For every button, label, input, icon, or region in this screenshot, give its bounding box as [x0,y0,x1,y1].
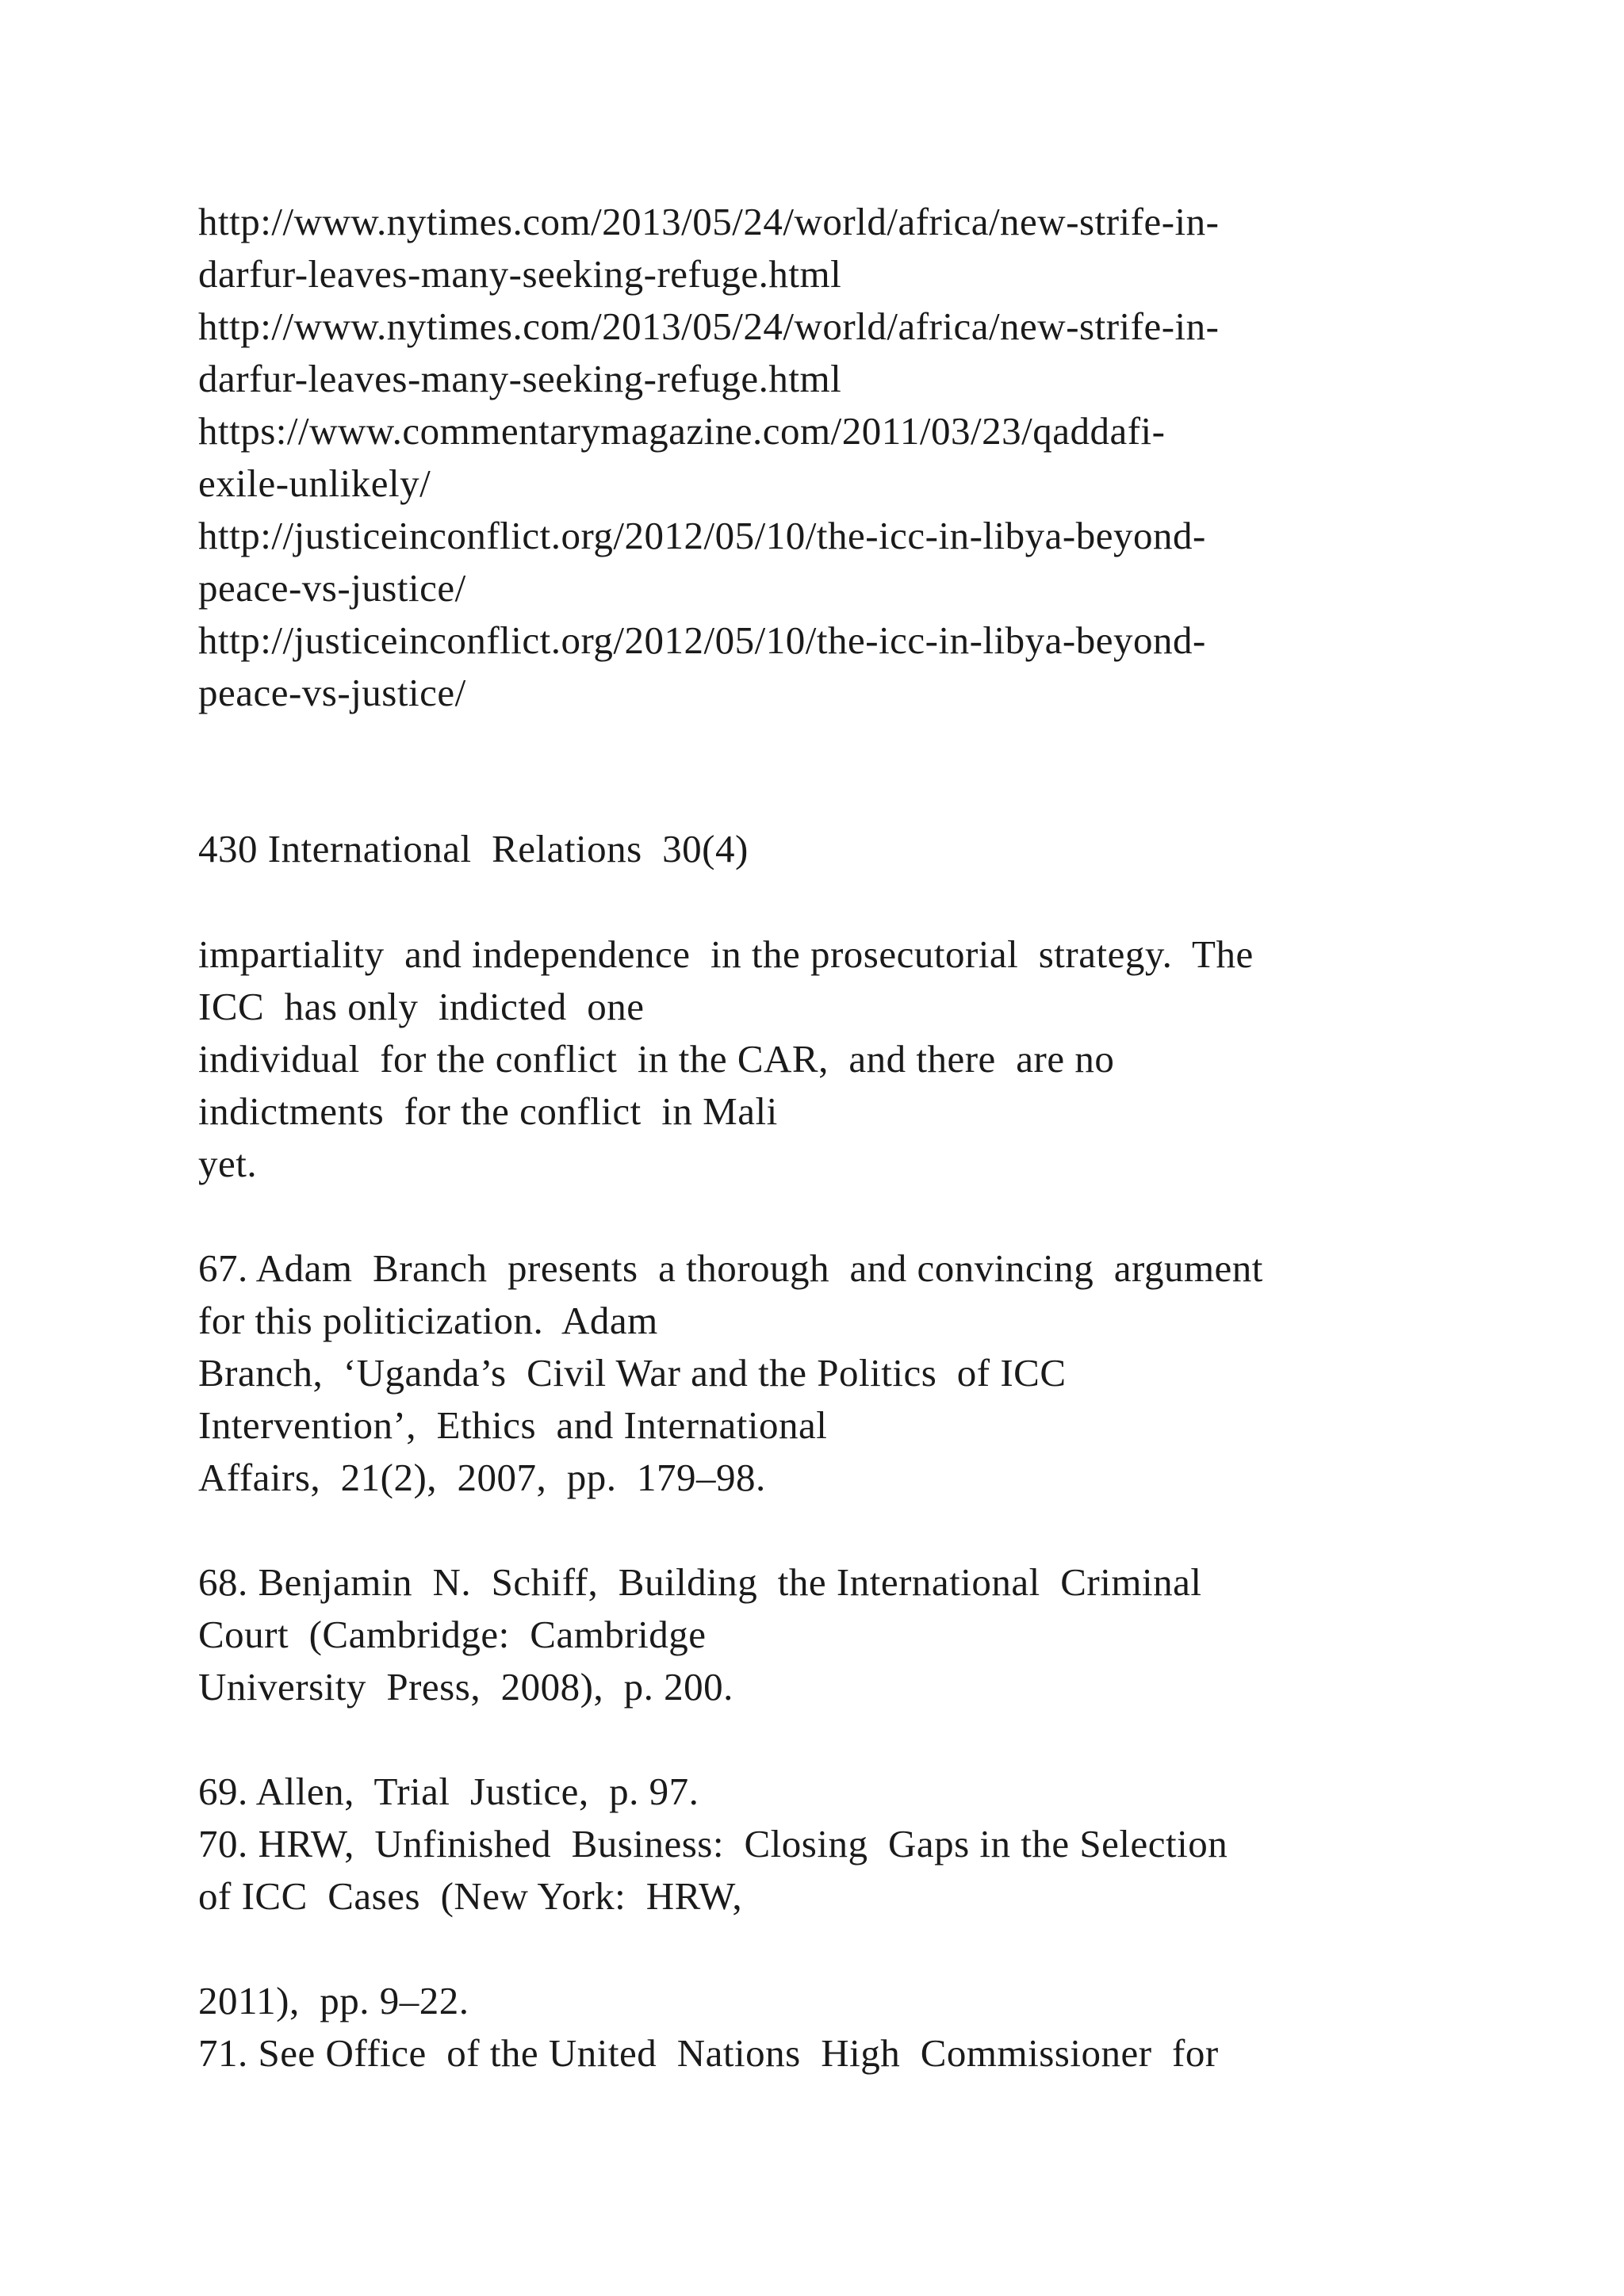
footnote-68: 68. Benjamin N. Schiff, Building the International Criminal [198,1560,1202,1604]
reference-url-line: https://www.commentarymagazine.com/2011/03/23/qaddafi- [198,409,1166,453]
footnote-67: 67. Adam Branch presents a thorough and convincing argument [198,1246,1263,1290]
footnote-67: Branch, ‘Uganda’s Civil War and the Politics of ICC [198,1351,1067,1395]
body-text-line: indictments for the conflict in Mali [198,1089,778,1133]
reference-url-line: http://www.nytimes.com/2013/05/24/world/africa/new-strife-in- [198,304,1220,348]
reference-url-line: darfur-leaves-many-seeking-refuge.html [198,252,842,296]
reference-url-line: http://justiceinconflict.org/2012/05/10/the-icc-in-libya-beyond- [198,618,1206,662]
body-text-line: yet. [198,1142,258,1185]
footnote-70: of ICC Cases (New York: HRW, [198,1874,743,1918]
body-text-line: ICC has only indicted one [198,985,645,1028]
reference-url-line: peace-vs-justice/ [198,566,466,610]
footnote-67: for this politicization. Adam [198,1299,658,1342]
reference-url-line: exile-unlikely/ [198,461,431,505]
body-text-line: individual for the conflict in the CAR, and there are no [198,1037,1115,1081]
footnote-69: 69. Allen, Trial Justice, p. 97. [198,1770,699,1813]
footnote-70: 70. HRW, Unfinished Business: Closing Gaps in the Selection [198,1822,1228,1866]
running-header: 430 International Relations 30(4) [198,827,749,871]
footnote-67: Intervention’, Ethics and International [198,1403,828,1447]
footnote-68: Court (Cambridge: Cambridge [198,1613,707,1656]
footnote-70: 2011), pp. 9–22. [198,1979,469,2022]
footnote-68: University Press, 2008), p. 200. [198,1665,733,1709]
reference-url-line: peace-vs-justice/ [198,671,466,714]
footnote-71: 71. See Office of the United Nations High Commissioner for [198,2031,1219,2075]
reference-url-line: http://justiceinconflict.org/2012/05/10/the-icc-in-libya-beyond- [198,514,1206,557]
reference-url-line: http://www.nytimes.com/2013/05/24/world/africa/new-strife-in- [198,200,1220,243]
reference-url-line: darfur-leaves-many-seeking-refuge.html [198,357,842,400]
body-text-line: impartiality and independence in the prosecutorial strategy. The [198,932,1254,976]
footnote-67: Affairs, 21(2), 2007, pp. 179–98. [198,1456,766,1499]
